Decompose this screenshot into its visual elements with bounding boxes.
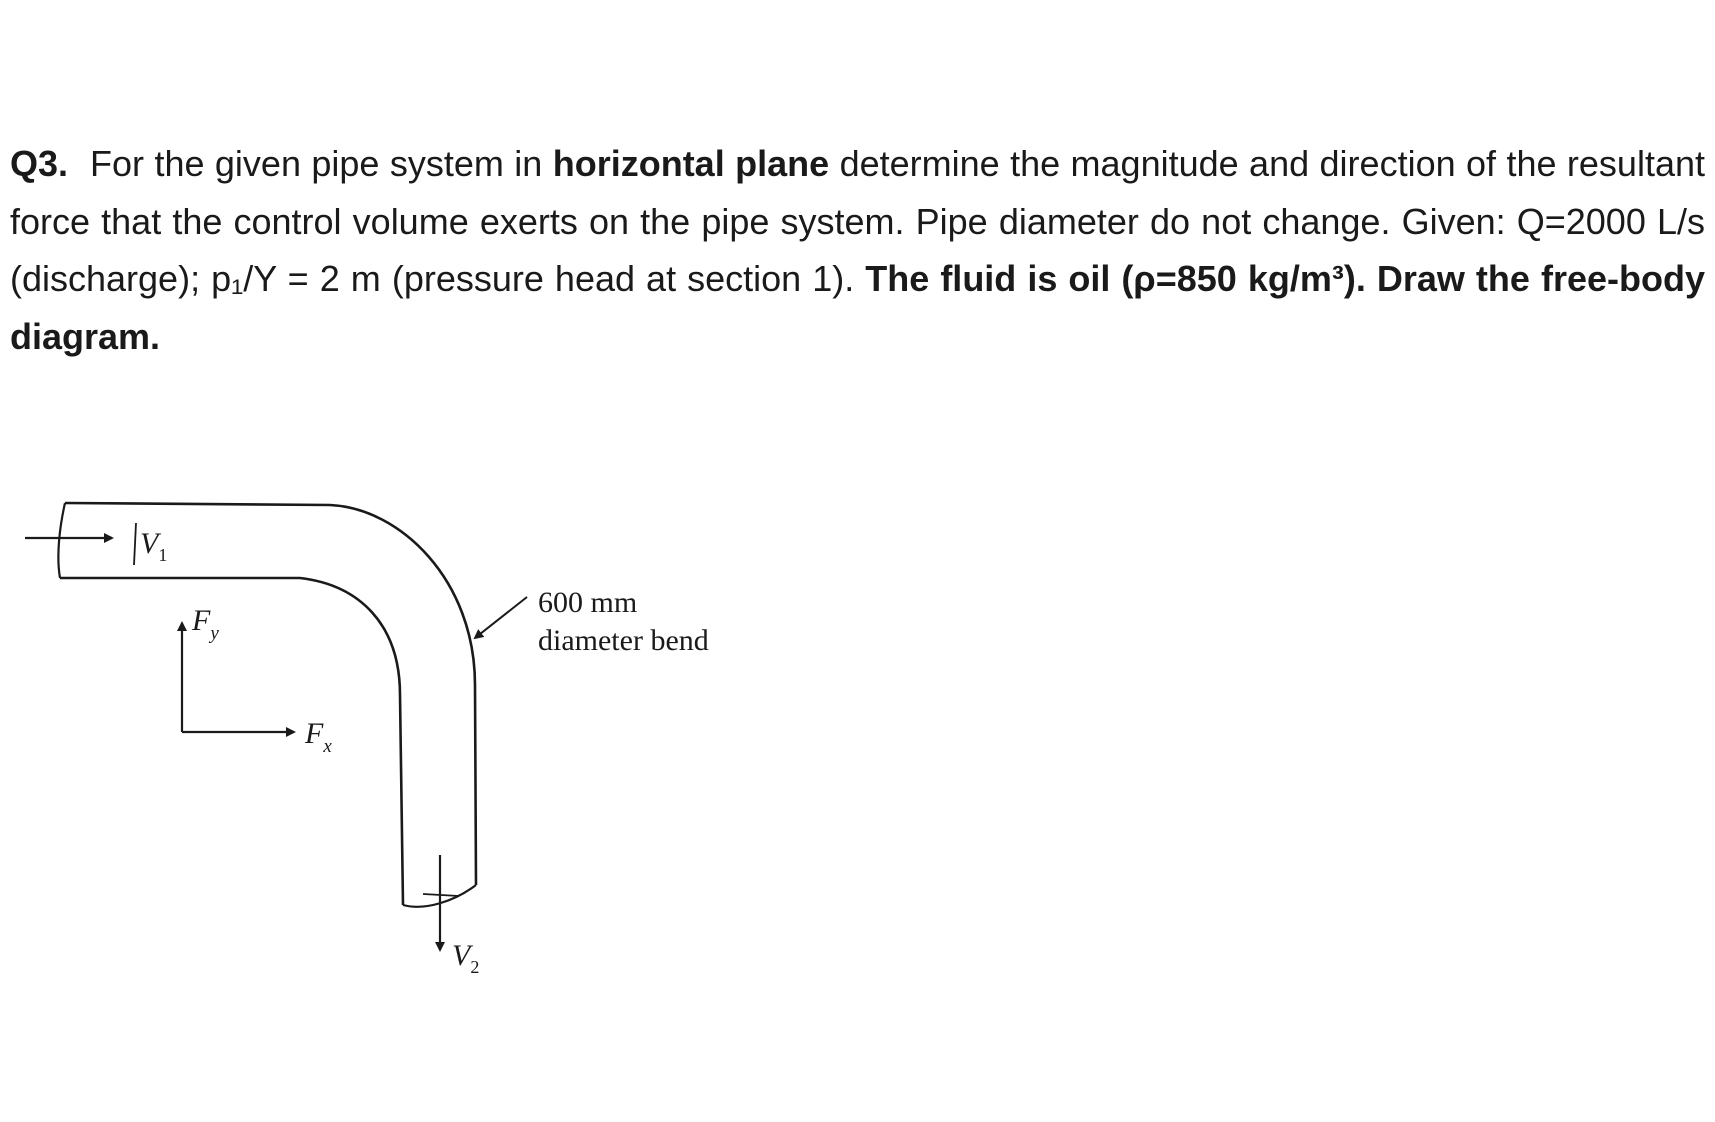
pipe-bend-figure: [0, 385, 1715, 977]
question-emphasis-horizontal-plane: horizontal plane: [552, 143, 830, 184]
pipe-inner-wall: [60, 578, 403, 905]
bend-leader-line: [475, 597, 527, 638]
question-block: [10, 135, 1705, 365]
question-paragraph: [10, 135, 1705, 365]
inlet-velocity-label: $V_1$: [140, 527, 168, 565]
pipe-bend-diagram: [0, 385, 1715, 977]
bend-type-label: diameter bend: [538, 624, 709, 657]
outlet-section-tick: [423, 894, 459, 896]
question-emphasis-fluid: The fluid is oil (ρ=850 kg/m³). Draw the free-body diagram.: [10, 258, 1705, 357]
force-x-label: $F_x$: [305, 717, 332, 757]
question-number: Q3.: [10, 143, 69, 184]
pipe-outer-wall: [65, 503, 476, 885]
bend-diameter-label: 600 mm: [538, 586, 638, 619]
outlet-velocity-label: $V_2$: [452, 939, 480, 977]
inlet-velocity-bar: [134, 523, 136, 565]
question-text-part-2: determine the magnitude and direction of the resultant force that the control volume exerts on the pipe system. Pipe diameter do not change. Given: Q=2000 L/s (discharge); p₁/Υ = 2 m (pressure head at section 1).: [10, 143, 1705, 299]
question-text-part-1: For the given pipe system in: [90, 143, 543, 184]
force-y-label: $F_y$: [192, 604, 219, 644]
pipe-inlet-end: [58, 503, 65, 578]
